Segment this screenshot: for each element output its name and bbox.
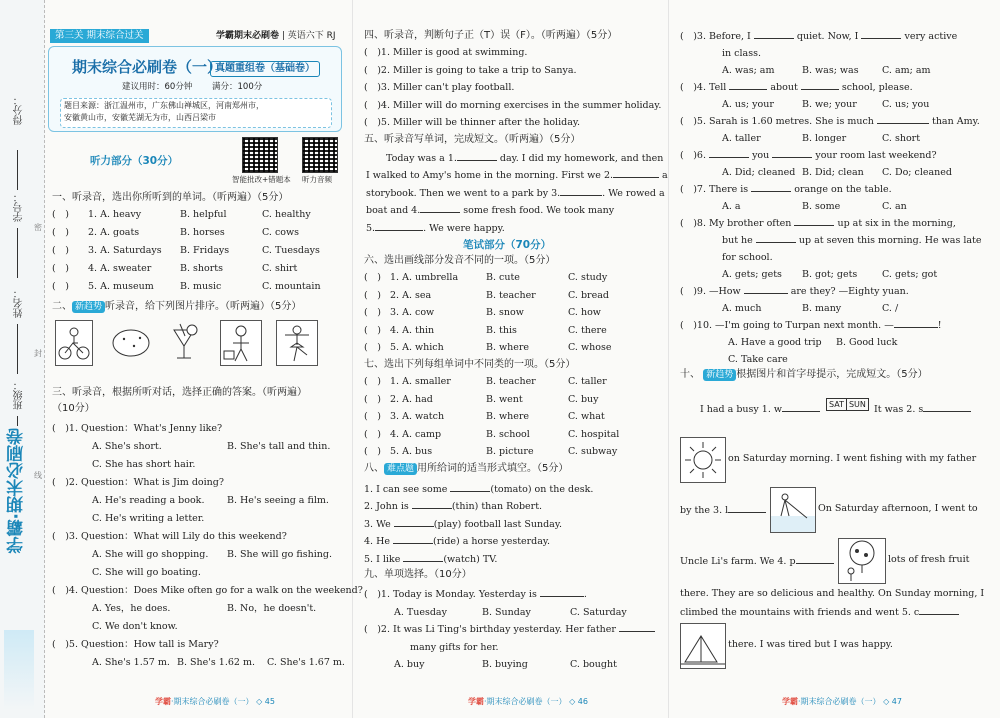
seal-mark: 线 bbox=[34, 471, 42, 480]
answer-blank[interactable] bbox=[861, 28, 901, 39]
choice-row: ( ) 5. A. museum B. music C. mountain bbox=[52, 281, 321, 292]
question-row: ( )8. My brother often up at six in the morning, bbox=[680, 215, 980, 232]
fill-row: 1. I can see some (tomato) on the desk. bbox=[364, 481, 664, 498]
series-header: 学霸期末必刷卷 | 英语六下 RJ bbox=[216, 31, 336, 41]
page-divider bbox=[352, 0, 353, 718]
score-line bbox=[17, 150, 18, 190]
option-row: A. Have a good trip B. Good luck bbox=[728, 337, 898, 348]
passage-line: Today was a 1. day. I did my homework, and then bbox=[366, 150, 654, 167]
question-row: ( )6. you your room last weekend? bbox=[680, 147, 980, 164]
answer-blank[interactable] bbox=[919, 604, 959, 615]
section-6-items bbox=[364, 271, 664, 359]
tf-row: ( )3. Miller can't play football. bbox=[364, 82, 515, 93]
answer-blank[interactable] bbox=[729, 79, 767, 90]
choice-row: ( ) 4. A. sweater B. shorts C. shirt bbox=[52, 263, 298, 274]
camping-picture bbox=[680, 623, 726, 669]
fill-row: 2. John is (thin) than Robert. bbox=[364, 498, 664, 515]
answer-blank[interactable] bbox=[923, 401, 971, 412]
brand-stripe bbox=[4, 630, 34, 710]
section-5-title: 五、听录音写单词，完成短文。（听两遍）（5分） bbox=[364, 134, 581, 145]
choice-row: ( ) 1. A. umbrella B. cute C. study bbox=[364, 272, 608, 283]
name-label: 姓名： bbox=[14, 288, 25, 318]
page-divider bbox=[668, 0, 669, 718]
answer-blank[interactable] bbox=[619, 621, 655, 632]
answer-blank[interactable] bbox=[794, 215, 834, 226]
id-label: 学号： bbox=[14, 192, 25, 222]
section-3-title: 三、听录音，根据所听对话，选择正确的答案。（听两遍） bbox=[52, 387, 307, 398]
question-row: many gifts for her. bbox=[410, 641, 499, 653]
option-row: A. Did; cleaned B. Did; clean C. Do; cleaned bbox=[722, 167, 952, 178]
option-row: A. was; am B. was; was C. am; am bbox=[722, 65, 931, 76]
qr-caption: 听力音频 bbox=[302, 175, 332, 184]
option-row: A. much B. many C. / bbox=[722, 303, 899, 314]
source-line: 安徽黄山市，安徽芜湖无为市，山西吕梁市 bbox=[64, 113, 216, 122]
bicycle-picture bbox=[55, 320, 93, 366]
paper-title: 期末综合必刷卷（一） bbox=[72, 58, 223, 76]
potato-picture bbox=[110, 324, 152, 362]
answer-blank[interactable] bbox=[751, 181, 791, 192]
answer-blank[interactable] bbox=[709, 147, 749, 158]
tf-row: ( )1. Miller is good at swimming. bbox=[364, 47, 528, 58]
tf-row: ( )2. Miller is going to take a trip to Sanya. bbox=[364, 64, 577, 76]
passage-line: I walked to Amy's home in the morning. First we 2. a bbox=[366, 167, 654, 184]
calendar-picture: SAT SUN bbox=[826, 398, 869, 411]
seal-mark: 密 bbox=[34, 223, 42, 232]
choice-row: ( ) 3. A. cow B. snow C. how bbox=[364, 307, 601, 318]
option-row: A. us; your B. we; your C. us; you bbox=[722, 99, 930, 110]
answer-blank[interactable] bbox=[457, 150, 497, 161]
page-footer: 学霸·期末综合必刷卷（一） ◇ 47 bbox=[782, 697, 902, 706]
seal-mark: 封 bbox=[34, 349, 42, 358]
section-4-title: 四、听录音，判断句子正（T）误（F）。（听两遍）（5分） bbox=[364, 30, 618, 41]
choice-row: ( ) 5. A. which B. where C. whose bbox=[364, 342, 612, 353]
answer-blank[interactable] bbox=[782, 401, 820, 412]
question-row: ( )4. Tell about school, please. bbox=[680, 79, 980, 96]
passage-line: On Saturday afternoon, I went to bbox=[818, 503, 978, 514]
name-line bbox=[17, 324, 18, 374]
answer-blank[interactable] bbox=[894, 317, 938, 328]
question-block: ( )2. Question：What is Jim doing? A. He's reading a book. B. He's seeing a film. C. He's writing a letter. bbox=[52, 477, 329, 524]
question-row: for school. bbox=[722, 252, 773, 263]
question-row: ( )3. Before, I quiet. Now, I very active bbox=[680, 28, 980, 45]
answer-blank[interactable] bbox=[613, 167, 659, 178]
paper-subtitle: 真题重组卷（基础卷） bbox=[210, 61, 320, 77]
option-row: C. Take care bbox=[728, 354, 788, 365]
option-row: A. taller B. longer C. short bbox=[722, 133, 921, 144]
answer-blank[interactable] bbox=[754, 28, 794, 39]
choice-row: ( ) 1. A. heavy B. helpful C. healthy bbox=[52, 209, 311, 220]
option-row: A. buy B. buying C. bought bbox=[394, 659, 617, 670]
page-footer: 学霸·期末综合必刷卷（一） ◇ 46 bbox=[468, 697, 588, 706]
passage-line: I had a busy 1. w bbox=[700, 401, 820, 417]
ballet-picture bbox=[276, 320, 318, 366]
choice-row: ( ) 1. A. smaller B. teacher C. taller bbox=[364, 376, 607, 387]
section-7-title: 七、选出下列每组单词中不同类的一项。（5分） bbox=[364, 359, 576, 370]
answer-blank[interactable] bbox=[728, 502, 766, 513]
section-9-title: 九、单项选择。（10分） bbox=[364, 569, 472, 580]
answer-blank[interactable] bbox=[801, 79, 839, 90]
qr-code-grading[interactable] bbox=[242, 137, 278, 173]
id-line bbox=[17, 228, 18, 278]
passage-line: Uncle Li's farm. We 4. p bbox=[680, 553, 834, 569]
sun-picture bbox=[680, 437, 726, 483]
answer-blank[interactable] bbox=[540, 586, 584, 597]
passage-line: there. They are so delicious and healthy. On Sunday morning, I bbox=[680, 588, 985, 599]
question-row: in class. bbox=[722, 48, 761, 59]
unit-tag: 第三关 期末综合过关 bbox=[50, 29, 149, 43]
section-9-continued bbox=[680, 28, 980, 368]
question-row: but he up at seven this morning. He was late bbox=[680, 232, 980, 249]
answer-blank[interactable] bbox=[403, 551, 443, 562]
passage-line: It was 2. s bbox=[874, 401, 971, 417]
fruit-picking-picture bbox=[838, 538, 886, 584]
choice-row: ( ) 3. A. watch B. where C. what bbox=[364, 411, 605, 422]
choice-row: ( ) 4. A. thin B. this C. there bbox=[364, 324, 607, 336]
section-5-passage bbox=[366, 150, 668, 237]
question-row: ( )5. Sarah is 1.60 metres. She is much than Amy. bbox=[680, 113, 980, 130]
section-8-title: 八、 难点题 用所给词的适当形式填空。（5分） bbox=[364, 463, 569, 474]
answer-blank[interactable] bbox=[744, 283, 788, 294]
section-9-items bbox=[364, 586, 664, 674]
section-8-items bbox=[364, 481, 664, 568]
time-limit: 建议用时：60分钟 bbox=[122, 82, 193, 92]
full-score: 满分：100分 bbox=[212, 82, 263, 92]
fill-row: 4. He (ride) a horse yesterday. bbox=[364, 533, 664, 550]
question-row: ( )10. —I'm going to Turpan next month. — ! bbox=[680, 317, 980, 334]
answer-blank[interactable] bbox=[394, 516, 434, 527]
choice-row: ( ) 4. A. camp B. school C. hospital bbox=[364, 428, 620, 440]
listening-title: 听力部分（30分） bbox=[90, 155, 179, 167]
answer-blank[interactable] bbox=[375, 220, 423, 231]
answer-blank[interactable] bbox=[796, 553, 834, 564]
section-3-score: （10分） bbox=[52, 403, 95, 414]
answer-blank[interactable] bbox=[450, 481, 490, 492]
question-row: ( )1. Today is Monday. Yesterday is . bbox=[364, 586, 664, 604]
choice-row: ( ) 2. A. sea B. teacher C. bread bbox=[364, 289, 609, 301]
qr-caption: 智能批改+错题本 bbox=[232, 175, 291, 184]
qr-code-audio[interactable] bbox=[302, 137, 338, 173]
class-line bbox=[17, 416, 18, 426]
passage-line: boat and 4. some fresh food. We took many bbox=[366, 202, 654, 219]
written-title: 笔试部分（70分） bbox=[463, 239, 552, 251]
passage-line: by the 3. l bbox=[680, 502, 766, 518]
section-7-items bbox=[364, 375, 664, 463]
option-row: A. Tuesday B. Sunday C. Saturday bbox=[394, 606, 627, 618]
passage-line: 5. . We were happy. bbox=[366, 220, 654, 237]
brand-logo: 学霸·期末必刷卷 bbox=[7, 428, 27, 554]
source-line: 题目来源：浙江温州市，广东佛山禅城区，河南郑州市， bbox=[64, 101, 264, 110]
answer-blank[interactable] bbox=[772, 147, 812, 158]
passage-line: storybook. Then we went to a park by 3. . We rowed a bbox=[366, 185, 654, 202]
section-2-title: 二、 新趋势 听录音，给下列图片排序。（听两遍）（5分） bbox=[52, 301, 302, 312]
section-6-title: 六、选出画线部分发音不同的一项。（5分） bbox=[364, 255, 556, 266]
choice-row: ( ) 5. A. bus B. picture C. subway bbox=[364, 446, 618, 457]
section-1-title: 一、听录音，选出你所听到的单词。（听两遍）（5分） bbox=[52, 192, 289, 203]
section-1-items bbox=[52, 208, 348, 298]
answer-blank[interactable] bbox=[420, 202, 460, 213]
choice-row: ( ) 2. A. goats B. horses C. cows bbox=[52, 227, 300, 238]
answer-blank[interactable] bbox=[393, 533, 433, 544]
page-footer: 学霸·期末综合必刷卷（一） ◇ 45 bbox=[155, 697, 275, 706]
class-label: 班级： bbox=[14, 380, 25, 410]
answer-blank[interactable] bbox=[877, 113, 929, 124]
question-row: ( )2. It was Li Ting's birthday yesterday. Her father bbox=[364, 621, 664, 639]
tf-row: ( )4. Miller will do morning exercises in the summer holiday. bbox=[364, 99, 662, 111]
question-block: ( )3. Question：What will Lily do this weekend? A. She will go shopping. B. She will go fishing. C. She will go boating. bbox=[52, 531, 332, 578]
fill-row: 5. I like (watch) TV. bbox=[364, 551, 664, 568]
option-row: A. a B. some C. an bbox=[722, 201, 907, 212]
question-block: ( )4. Question：Does Mike often go for a walk on the weekend? A. Yes，he does. B. No，he doesn't. C. We don't know. bbox=[52, 585, 363, 632]
passage-line: there. I was tired but I was happy. bbox=[728, 639, 893, 650]
passage-line: on Saturday morning. I went fishing with my father bbox=[728, 453, 977, 464]
choice-row: ( ) 2. A. had B. went C. buy bbox=[364, 393, 599, 405]
option-row: A. gets; gets B. got; gets C. gets; got bbox=[722, 269, 938, 280]
section-10-title: 十、 新趋势 根据图片和首字母提示，完成短文。（5分） bbox=[680, 369, 928, 380]
choice-row: ( ) 3. A. Saturdays B. Fridays C. Tuesdays bbox=[52, 245, 320, 256]
question-block: ( )1. Question：What's Jenny like? A. She's short. B. She's tall and thin. C. She has short hair. bbox=[52, 423, 331, 470]
answer-blank[interactable] bbox=[560, 185, 602, 196]
fill-row: 3. We (play) football last Sunday. bbox=[364, 516, 664, 533]
passage-line: lots of fresh fruit bbox=[888, 554, 970, 565]
lake-fishing-picture bbox=[770, 487, 816, 533]
question-block: ( )5. Question：How tall is Mary? A. She's 1.57 m. B. She's 1.62 m. C. She's 1.67 m. bbox=[52, 639, 345, 668]
score-label: 得分： bbox=[14, 95, 25, 125]
juice-picture bbox=[166, 320, 202, 364]
section-3-items bbox=[52, 420, 363, 672]
cooking-picture bbox=[220, 320, 262, 366]
question-row: ( )9. —How are they? —Eighty yuan. bbox=[680, 283, 980, 300]
answer-blank[interactable] bbox=[756, 232, 796, 243]
section-4-items bbox=[364, 44, 664, 132]
answer-blank[interactable] bbox=[412, 498, 452, 509]
tf-row: ( )5. Miller will be thinner after the holiday. bbox=[364, 117, 580, 128]
passage-line: climbed the mountains with friends and went 5. c bbox=[680, 604, 959, 620]
question-row: ( )7. There is orange on the table. bbox=[680, 181, 980, 198]
